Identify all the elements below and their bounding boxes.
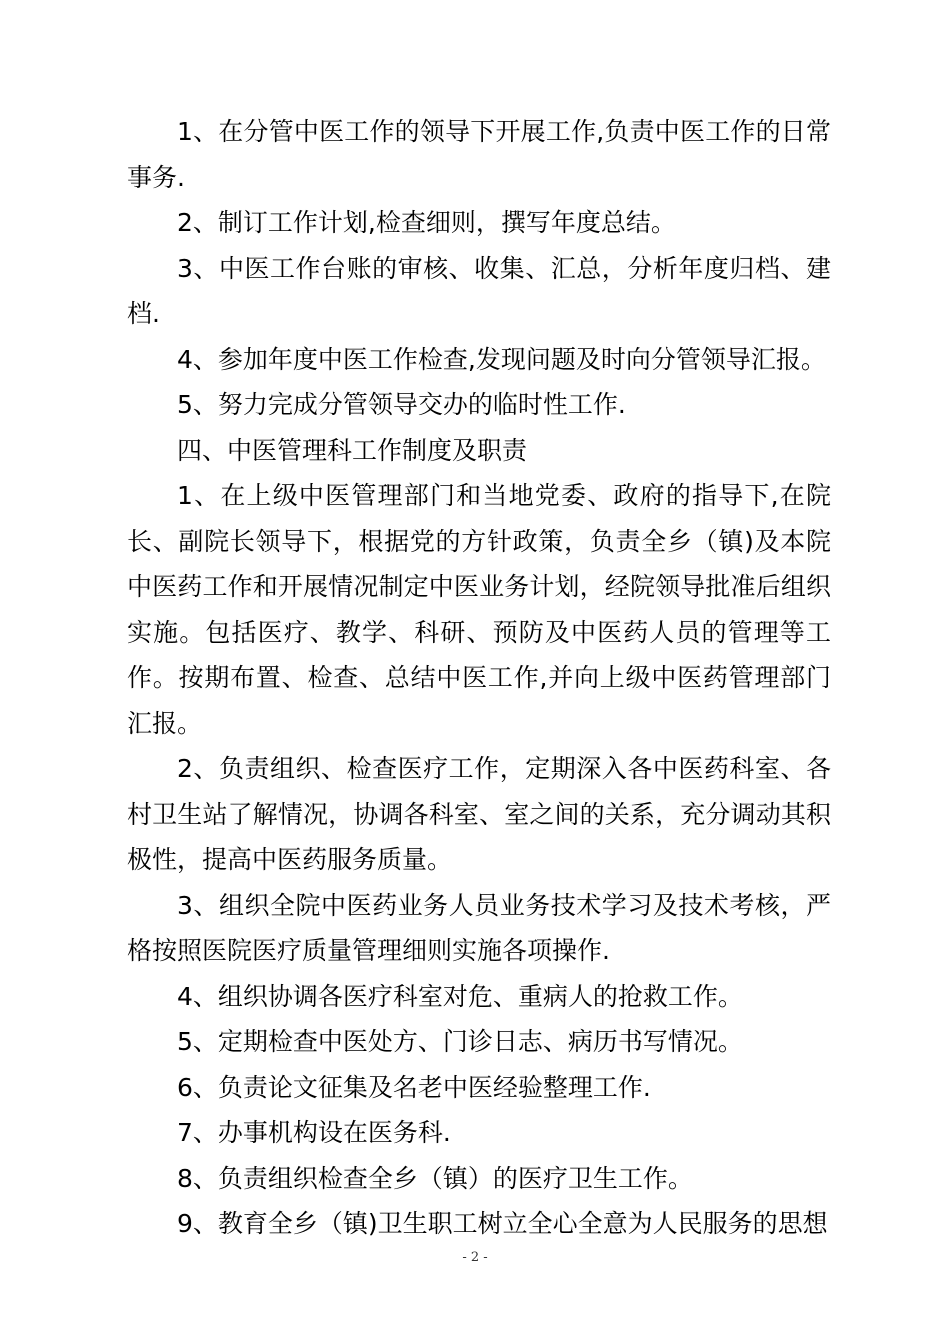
paragraph: 5、定期检查中医处方、门诊日志、病历书写情况。 <box>177 1027 743 1056</box>
body-text <box>127 109 831 1247</box>
paragraph: 5、努力完成分管领导交办的临时性工作. <box>177 390 626 419</box>
paragraph: 4、参加年度中医工作检查,发现问题及时向分管领导汇报。 <box>177 344 826 374</box>
paragraph: 2、负责组织、检查医疗工作，定期深入各中医药科室、各村卫生站了解情况，协调各科室、室之间的关系，充分调动其积极性，提高中医药服务质量。 <box>127 754 831 874</box>
paragraph: 9、教育全乡（镇)卫生职工树立全心全意为人民服务的思想 <box>177 1209 828 1238</box>
paragraph: 1、在分管中医工作的领导下开展工作,负责中医工作的日常事务. <box>127 117 831 192</box>
paragraph: 2、制订工作计划,检查细则，撰写年度总结。 <box>177 208 676 237</box>
paragraph: 6、负责论文征集及名老中医经验整理工作. <box>177 1072 651 1102</box>
paragraph: 1、在上级中医管理部门和当地党委、政府的指导下,在院长、副院长领导下，根据党的方针政策，负责全乡（镇)及本院中医药工作和开展情况制定中医业务计划，经院领导批准后组织实施。包括医疗、教学、科研、预防及中医药人员的管理等工作。按期布置、检查、总结中医工作,并向上级中医药管理部门汇报。 <box>127 481 831 738</box>
paragraph: 4、组织协调各医疗科室对危、重病人的抢救工作。 <box>177 981 743 1011</box>
paragraph: 7、办事机构设在医务科. <box>177 1118 451 1147</box>
paragraph: 3、中医工作台账的审核、收集、汇总，分析年度归档、建档. <box>127 253 831 328</box>
page-number: - 2 - <box>462 1250 488 1265</box>
paragraph: 8、负责组织检查全乡（镇）的医疗卫生工作。 <box>177 1163 693 1193</box>
paragraph: 3、组织全院中医药业务人员业务技术学习及技术考核，严格按照医院医疗质量管理细则实施各项操作. <box>127 890 831 965</box>
section-heading: 四、中医管理科工作制度及职责 <box>177 435 528 465</box>
